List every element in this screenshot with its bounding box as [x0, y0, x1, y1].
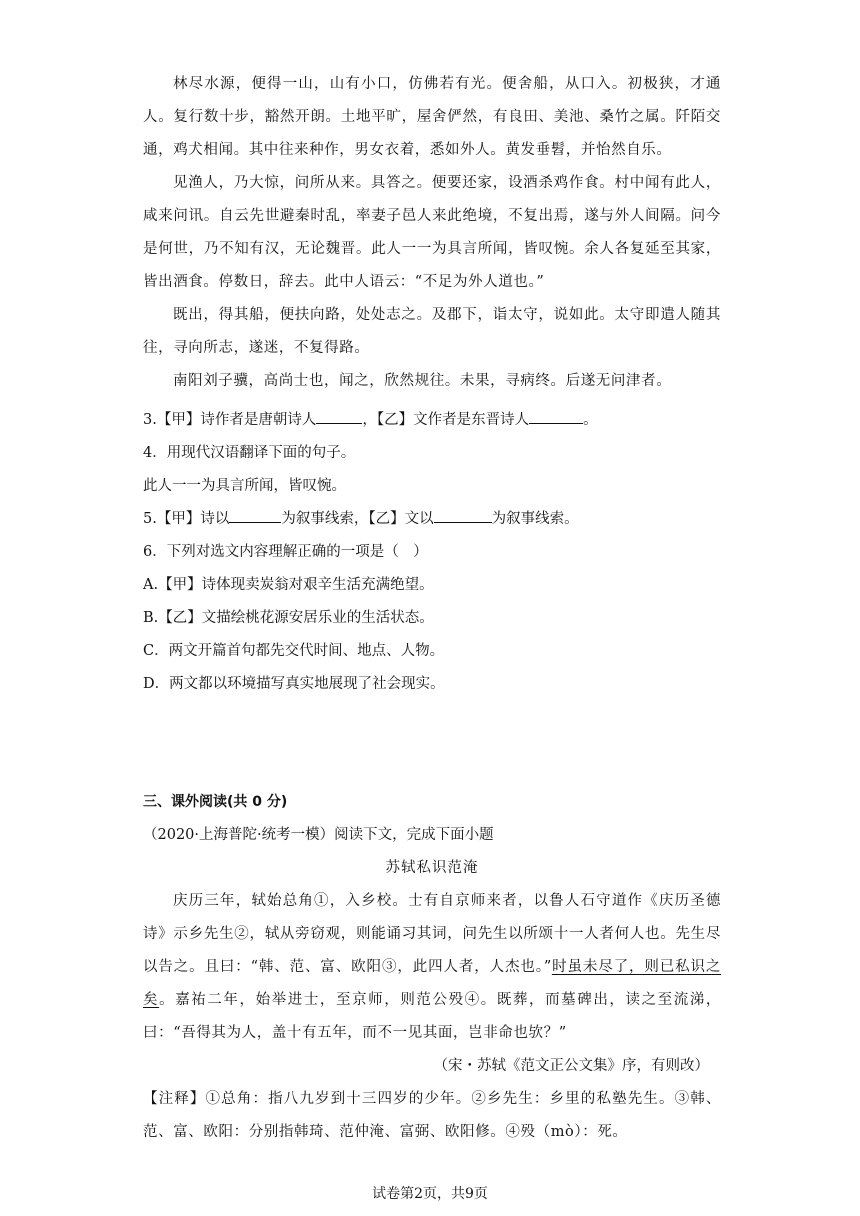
- question-4-prompt: 4．用现代汉语翻译下面的句子。: [143, 445, 356, 461]
- question-4-sentence: 此人一一为具言所闻，皆叹惋。: [143, 478, 346, 494]
- passage-source: （宋・苏轼《范文正公文集》序，有则改）: [433, 1058, 709, 1074]
- page-footer: 试卷第2页，共9页: [372, 1186, 488, 1202]
- option-a: A.【甲】诗体现卖炭翁对艰辛生活充满绝望。: [143, 577, 434, 593]
- question-5: 5.【甲】诗以 为叙事线索，【乙】文以 为叙事线索。: [143, 503, 721, 536]
- question-6-prompt: 6．下列对选文内容理解正确的一项是（ ）: [143, 544, 428, 560]
- annotation-notes: 【注释】①总角：指八九岁到十三四岁的少年。②乡先生：乡里的私塾先生。③韩、范、富、欧阳：分别指韩琦、范仲淹、富弼、欧阳修。④殁（mò）：死。: [143, 1091, 721, 1140]
- passage-paragraph: 既出，得其船，便扶向路，处处志之。及郡下，诣太守，说如此。太守即遣人随其往，寻向所志，遂迷，不复得路。: [143, 307, 721, 356]
- answer-blank[interactable]: [229, 508, 281, 523]
- passage-title: 苏轼私识范淹: [385, 860, 479, 876]
- underlined-sentence: 时虽未尽了，则已私识之矣: [143, 959, 722, 1008]
- passage-paragraph: 见渔人，乃大惊，问所从来。具答之。便要还家，设酒杀鸡作食。村中闻有此人，咸来问讯。自云先世避秦时乱，率妻子邑人来此绝境，不复出焉，遂与外人间隔。问今是何世，乃不知有汉，无论魏晋。此人一一为具言所闻，皆叹惋。余人各复延至其家，皆出酒食。停数日，辞去。此中人语云：“不足为外人道也。”: [143, 175, 721, 290]
- questions: [143, 404, 721, 701]
- option-c: C．两文开篇首句都先交代时间、地点、人物。: [143, 643, 445, 659]
- passage-paragraph: 庆历三年，轼始总角①，入乡校。士有自京师来者，以鲁人石守道作《庆历圣德诗》示乡先生②，轼从旁窃观，则能诵习其词，问先生以所颂十一人者何人也。先生尽以告之。且曰：“韩、范、富、欧阳③，此四人者，人杰也。”时虽未尽了，则已私识之矣。嘉祐二年，始举进士，至京师，则范公殁④。既葬，而墓碑出，读之至流涕，曰：“吾得其为人，盖十有五年，而不一见其面，岂非命也欤？”: [143, 893, 722, 1041]
- passage-paragraph: 南阳刘子骥，高尚士也，闻之，欣然规往。未果，寻病终。后遂无问津者。: [173, 373, 672, 389]
- answer-blank[interactable]: [529, 409, 583, 424]
- answer-blank[interactable]: [316, 409, 362, 424]
- answer-blank[interactable]: [434, 508, 492, 523]
- passage-paragraph: 林尽水源，便得一山，山有小口，仿佛若有光。便舍船，从口入。初极狭，才通人。复行数十步，豁然开朗。土地平旷，屋舍俨然，有良田、美池、桑竹之属。阡陌交通，鸡犬相闻。其中往来种作，男女衣着，悉如外人。黄发垂髫，并怡然自乐。: [143, 76, 721, 158]
- option-d: D．两文都以环境描写真实地展现了社会现实。: [143, 676, 445, 692]
- option-b: B.【乙】文描绘桃花源安居乐业的生活状态。: [143, 610, 434, 626]
- passage-yi: [143, 68, 721, 398]
- question-3: 3.【甲】诗作者是唐朝诗人 ，【乙】文作者是东晋诗人 。: [143, 404, 721, 437]
- section-instruction: （2020·上海普陀·统考一模）阅读下文，完成下面小题: [143, 827, 494, 843]
- section-3: [143, 786, 721, 1149]
- section-heading: 三、课外阅读(共 0 分): [143, 794, 288, 810]
